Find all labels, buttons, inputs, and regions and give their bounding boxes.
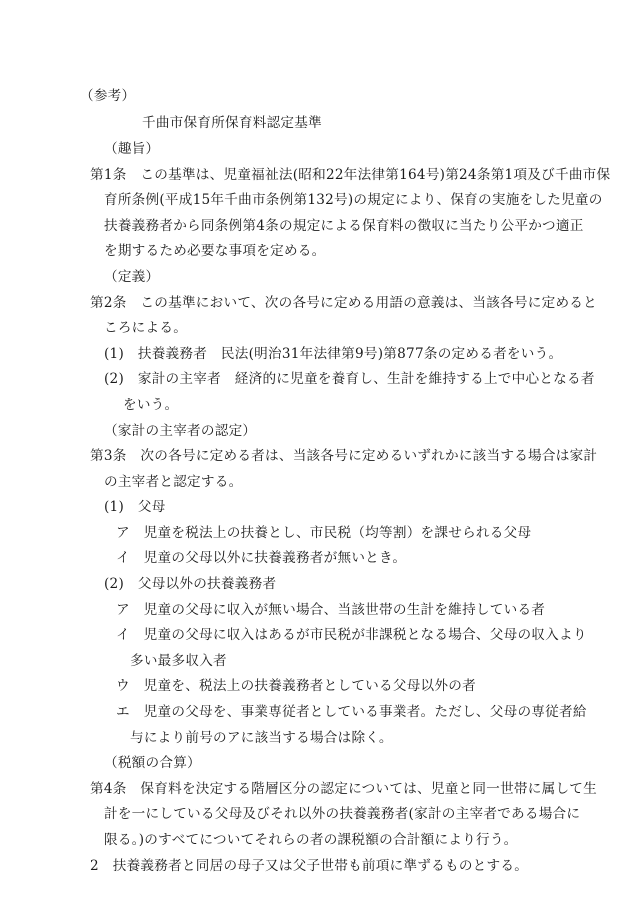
reference-note: （参考） (80, 88, 136, 104)
article-2-line-1: 第2条 この基準において、次の各号に定める用語の意義は、当該各号に定めると (90, 295, 597, 311)
article-3-item-2-a: ア 児童の父母に収入が無い場合、当該世帯の生計を維持している者 (116, 602, 546, 618)
article-3-item-2-i-cont: 多い最多収入者 (130, 653, 227, 669)
article-1-line-3: 扶養義務者から同条例第4条の規定による保育料の徴収に当たり公平かつ適正 (104, 218, 584, 234)
article-2-item-1: (1) 扶養義務者 民法(明治31年法律第9号)第877条の定める者をいう。 (104, 346, 563, 362)
article-1-line-4: を期するため必要な事項を定める。 (104, 243, 326, 259)
article-4-line-1: 第4条 保育料を決定する階層区分の認定については、児童と同一世帯に属して生 (90, 781, 597, 797)
article-3-item-1-i: イ 児童の父母以外に扶養義務者が無いとき。 (116, 550, 407, 566)
article-2-line-2: ころによる。 (104, 320, 188, 336)
article-4-line-3: 限る。)のすべてについてそれらの者の課税額の合計額により行う。 (104, 832, 518, 848)
article-3-item-2-e-cont: 与により前号のアに該当する場合は除く。 (130, 730, 393, 746)
heading-household-head: （家計の主宰者の認定） (104, 423, 257, 439)
article-3-line-1: 第3条 次の各号に定める者は、当該各号に定めるいずれかに該当する場合は家計 (90, 448, 598, 464)
article-2-item-2: (2) 家計の主宰者 経済的に児童を養育し、生計を維持する上で中心となる者 (104, 371, 595, 387)
article-3-item-1-a: ア 児童を税法上の扶養とし、市民税（均等割）を課せられる父母 (116, 525, 532, 541)
heading-purpose: （趣旨） (104, 141, 160, 157)
article-3-item-1: (1) 父母 (104, 499, 166, 515)
article-3-item-2-u: ウ 児童を、税法上の扶養義務者としている父母以外の者 (116, 678, 476, 694)
heading-tax-sum: （税額の合算） (104, 755, 201, 771)
article-1-line-1: 第1条 この基準は、児童福祉法(昭和22年法律第164号)第24条第1項及び千曲市保 (90, 167, 611, 183)
article-3-item-2-i: イ 児童の父母に収入はあるが市民税が非課税となる場合、父母の収入より (116, 627, 587, 643)
article-1-line-2: 育所条例(平成15年千曲市条例第132号)の規定により、保育の実施をした児童の (104, 192, 603, 208)
article-3-line-2: の主宰者と認定する。 (104, 474, 243, 490)
article-4-line-2: 計を一にしている父母及びそれ以外の扶養義務者(家計の主宰者である場合に (104, 806, 581, 822)
document-title: 千曲市保育所保育料認定基準 (142, 115, 322, 131)
article-3-item-2-e: エ 児童の父母を、事業専従者としている事業者。ただし、父母の専従者給 (116, 704, 587, 720)
article-4-paragraph-2: 2 扶養義務者と同居の母子又は父子世帯も前項に準ずるものとする。 (90, 858, 529, 874)
article-2-item-2-cont: をいう。 (123, 397, 179, 413)
article-3-item-2: (2) 父母以外の扶養義務者 (104, 576, 277, 592)
heading-definitions: （定義） (104, 269, 160, 285)
